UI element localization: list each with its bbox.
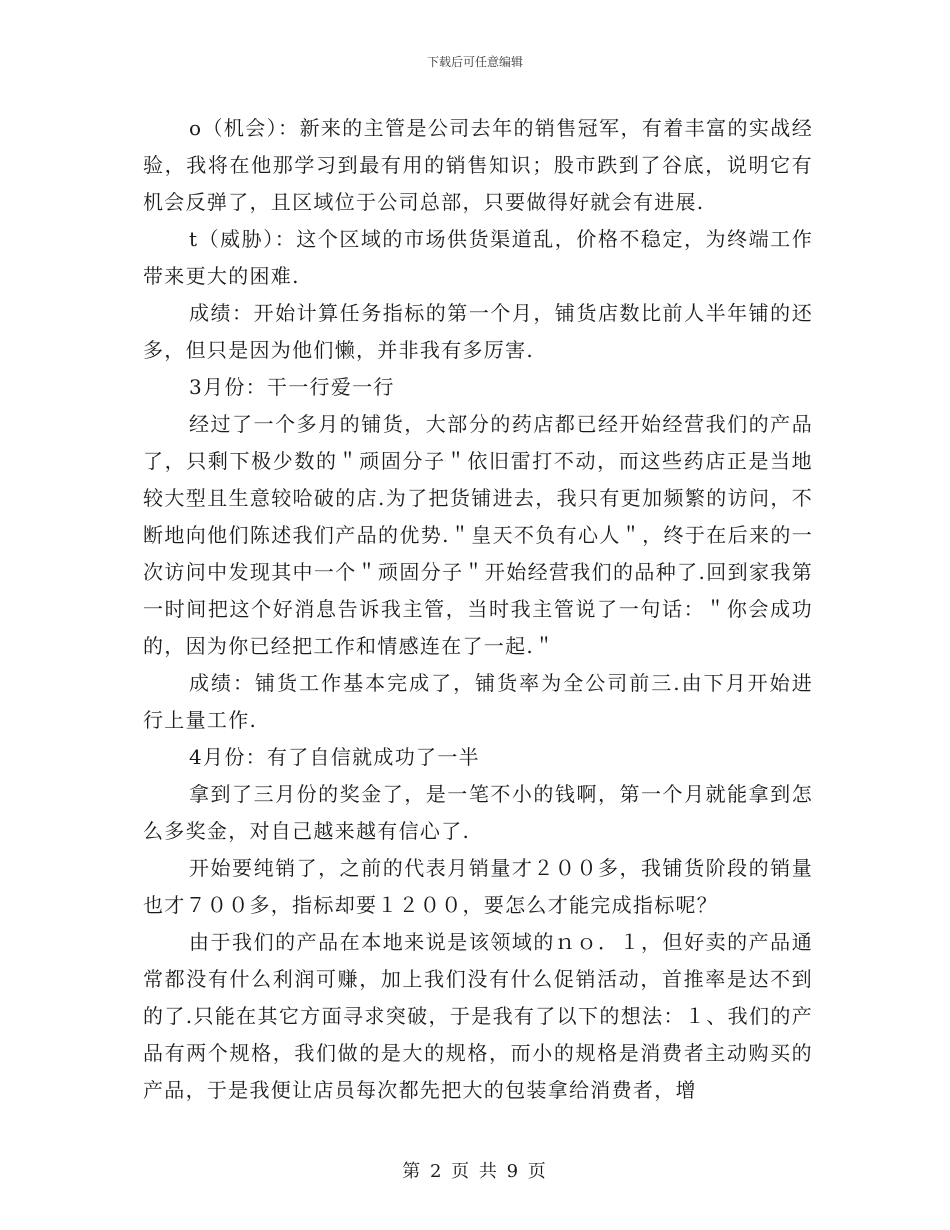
section-heading-march: 3月份：干一行爱一行	[189, 375, 395, 399]
paragraph-april-sales: 开始要纯销了，之前的代表月销量才２００多，我铺货阶段的销量也才７００多，指标却要１２００，要怎么才能完成指标呢？	[143, 856, 813, 917]
paragraph-result-month2: 成绩：开始计算任务指标的第一个月，铺货店数比前人半年铺的还多，但只是因为他们懒，并非我有多厉害.	[143, 301, 813, 362]
document-body	[143, 110, 813, 1109]
paragraph-april-ideas: 由于我们的产品在本地来说是该领域的ｎｏ．１，但好卖的产品通常都没有什么利润可赚，加上我们没有什么促销活动，首推率是达不到的了.只能在其它方面寻求突破，于是我有了以下的想法：１、我们的产品有两个规格，我们做的是大的规格，而小的规格是消费者主动购买的产品，于是我便让店员每次都先把大的包装拿给消费者，增	[143, 930, 813, 1102]
page-header: 下载后可任意编辑	[426, 55, 523, 69]
page-number-footer: 第 2 页 共 9 页	[402, 1161, 548, 1182]
paragraph-april-bonus: 拿到了三月份的奖金了，是一笔不小的钱啊，第一个月就能拿到怎么多奖金，对自己越来越有信心了.	[143, 782, 813, 843]
paragraph-threat: t（威胁）：这个区域的市场供货渠道乱，价格不稳定，为终端工作带来更大的困难.	[143, 227, 813, 288]
paragraph-march-story: 经过了一个多月的铺货，大部分的药店都已经开始经营我们的产品了，只剩下极少数的＂顽固分子＂依旧雷打不动，而这些药店正是当地较大型且生意较哈破的店.为了把货铺进去，我只有更加频繁的访问，不断地向他们陈述我们产品的优势.＂皇天不负有心人＂，终于在后来的一次访问中发现其中一个＂顽固分子＂开始经营我们的品种了.回到家我第一时间把这个好消息告诉我主管，当时我主管说了一句话：＂你会成功的，因为你已经把工作和情感连在了一起.＂	[143, 412, 813, 658]
paragraph-result-march: 成绩：铺货工作基本完成了，铺货率为全公司前三.由下月开始进行上量工作.	[143, 671, 813, 732]
paragraph-opportunity: o（机会）：新来的主管是公司去年的销售冠军，有着丰富的实战经验，我将在他那学习到最有用的销售知识；股市跌到了谷底，说明它有机会反弹了，且区域位于公司总部，只要做得好就会有进展.	[143, 116, 813, 214]
section-heading-april: 4月份：有了自信就成功了一半	[189, 745, 480, 769]
